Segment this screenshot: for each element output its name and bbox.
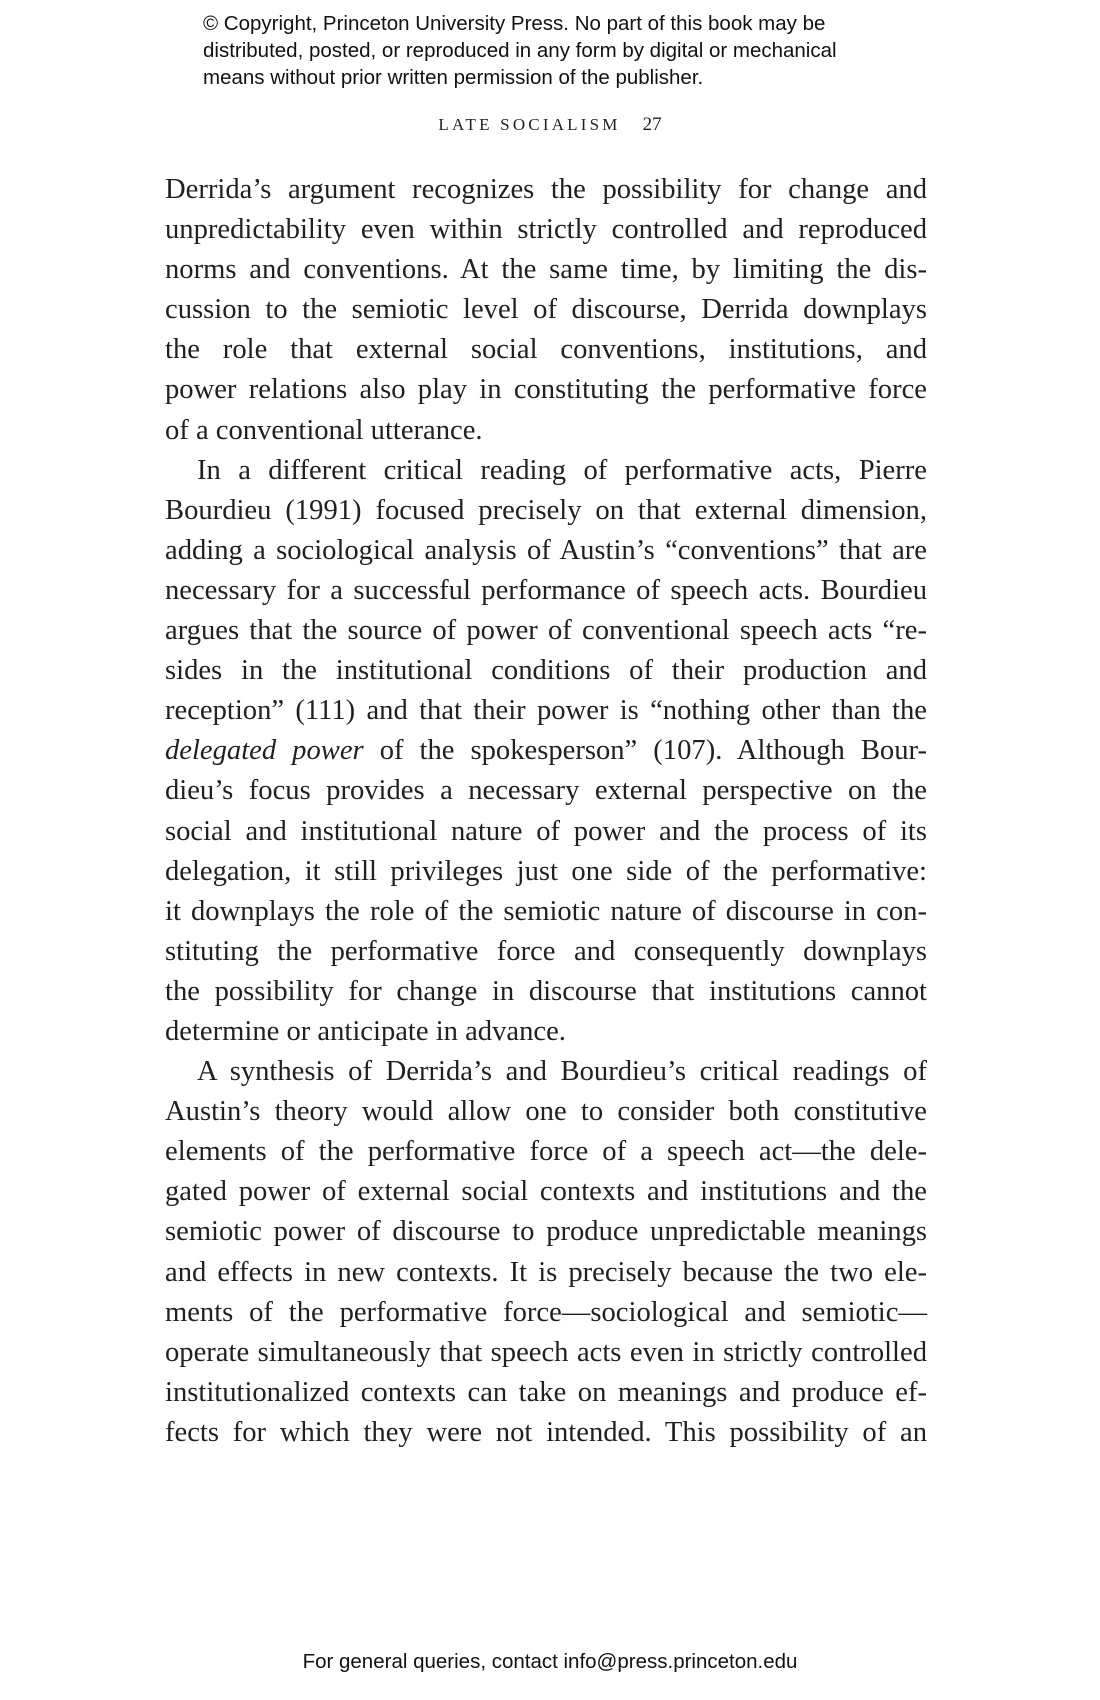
text-line: norms and conventions. At the same time, by limiting the dis- — [165, 254, 927, 286]
text-fragment: of the spokesperson” (107). Although Bour- — [363, 735, 927, 767]
text-line: semiotic power of discourse to produce unpredictable meanings — [165, 1216, 927, 1248]
text-line: elements of the performative force of a speech act—the dele- — [165, 1136, 927, 1168]
text-line-with-italic — [165, 731, 927, 771]
text-line: Derrida’s argument recognizes the possibility for change and — [165, 174, 927, 205]
copyright-line: © Copyright, Princeton University Press. No part of this book may be — [203, 12, 826, 35]
running-head-title: LATE SOCIALISM — [438, 115, 621, 134]
text-line: the possibility for change in discourse that institutions cannot — [165, 975, 927, 1007]
copyright-line: means without prior written permission of the publisher. — [203, 66, 704, 89]
text-line: ments of the performative force—sociological and semiotic— — [165, 1296, 927, 1328]
body-text — [165, 170, 927, 1453]
text-line: Austin’s theory would allow one to consider both constitutive — [165, 1096, 927, 1128]
text-line: argues that the source of power of conventional speech acts “re- — [165, 615, 927, 647]
text-line: adding a sociological analysis of Austin’s “conventions” that are — [165, 534, 927, 566]
text-line: operate simultaneously that speech acts even in strictly controlled — [165, 1336, 927, 1368]
text-line: delegation, it still privileges just one side of the performative: — [165, 855, 927, 887]
text-line: reception” (111) and that their power is “nothing other than the — [165, 695, 927, 727]
text-line: the role that external social conventions, institutions, and — [165, 334, 927, 366]
text-line: unpredictability even within strictly controlled and reproduced — [165, 214, 927, 246]
text-line: institutionalized contexts can take on meanings and produce ef- — [165, 1376, 927, 1408]
paragraph — [165, 1052, 927, 1453]
text-line: and effects in new contexts. It is precisely because the two ele- — [165, 1256, 927, 1288]
copyright-notice — [203, 10, 923, 91]
text-line: stituting the performative force and consequently downplays — [165, 935, 927, 967]
text-line: power relations also play in constituting the performative force — [165, 374, 927, 406]
text-line: fects for which they were not intended. This possibility of an — [165, 1416, 927, 1448]
text-line: sides in the institutional conditions of their production and — [165, 655, 927, 687]
text-line: gated power of external social contexts and institutions and the — [165, 1176, 927, 1208]
paragraph — [165, 451, 927, 1052]
italic-phrase: delegated power — [165, 735, 364, 767]
text-line: A synthesis of Derrida’s and Bourdieu’s critical readings of — [197, 1056, 927, 1088]
text-line: social and institutional nature of power and the process of its — [165, 815, 927, 847]
footer-contact: For general queries, contact info@press.princeton.edu — [302, 1650, 798, 1673]
text-line: of a conventional utterance. — [165, 414, 483, 446]
running-head — [0, 114, 1100, 136]
text-line: In a different critical reading of performative acts, Pierre — [197, 454, 927, 486]
text-line: necessary for a successful performance of speech acts. Bourdieu — [165, 574, 927, 606]
text-line: it downplays the role of the semiotic nature of discourse in con- — [165, 895, 927, 927]
paragraph — [165, 170, 927, 451]
text-line: dieu’s focus provides a necessary external perspective on the — [165, 775, 927, 807]
page-number: 27 — [642, 114, 662, 135]
text-line: determine or anticipate in advance. — [165, 1015, 566, 1047]
text-line: Bourdieu (1991) focused precisely on that external dimension, — [165, 494, 927, 526]
text-line: cussion to the semiotic level of discourse, Derrida downplays — [165, 294, 927, 326]
copyright-line: distributed, posted, or reproduced in any form by digital or mechanical — [203, 39, 837, 62]
